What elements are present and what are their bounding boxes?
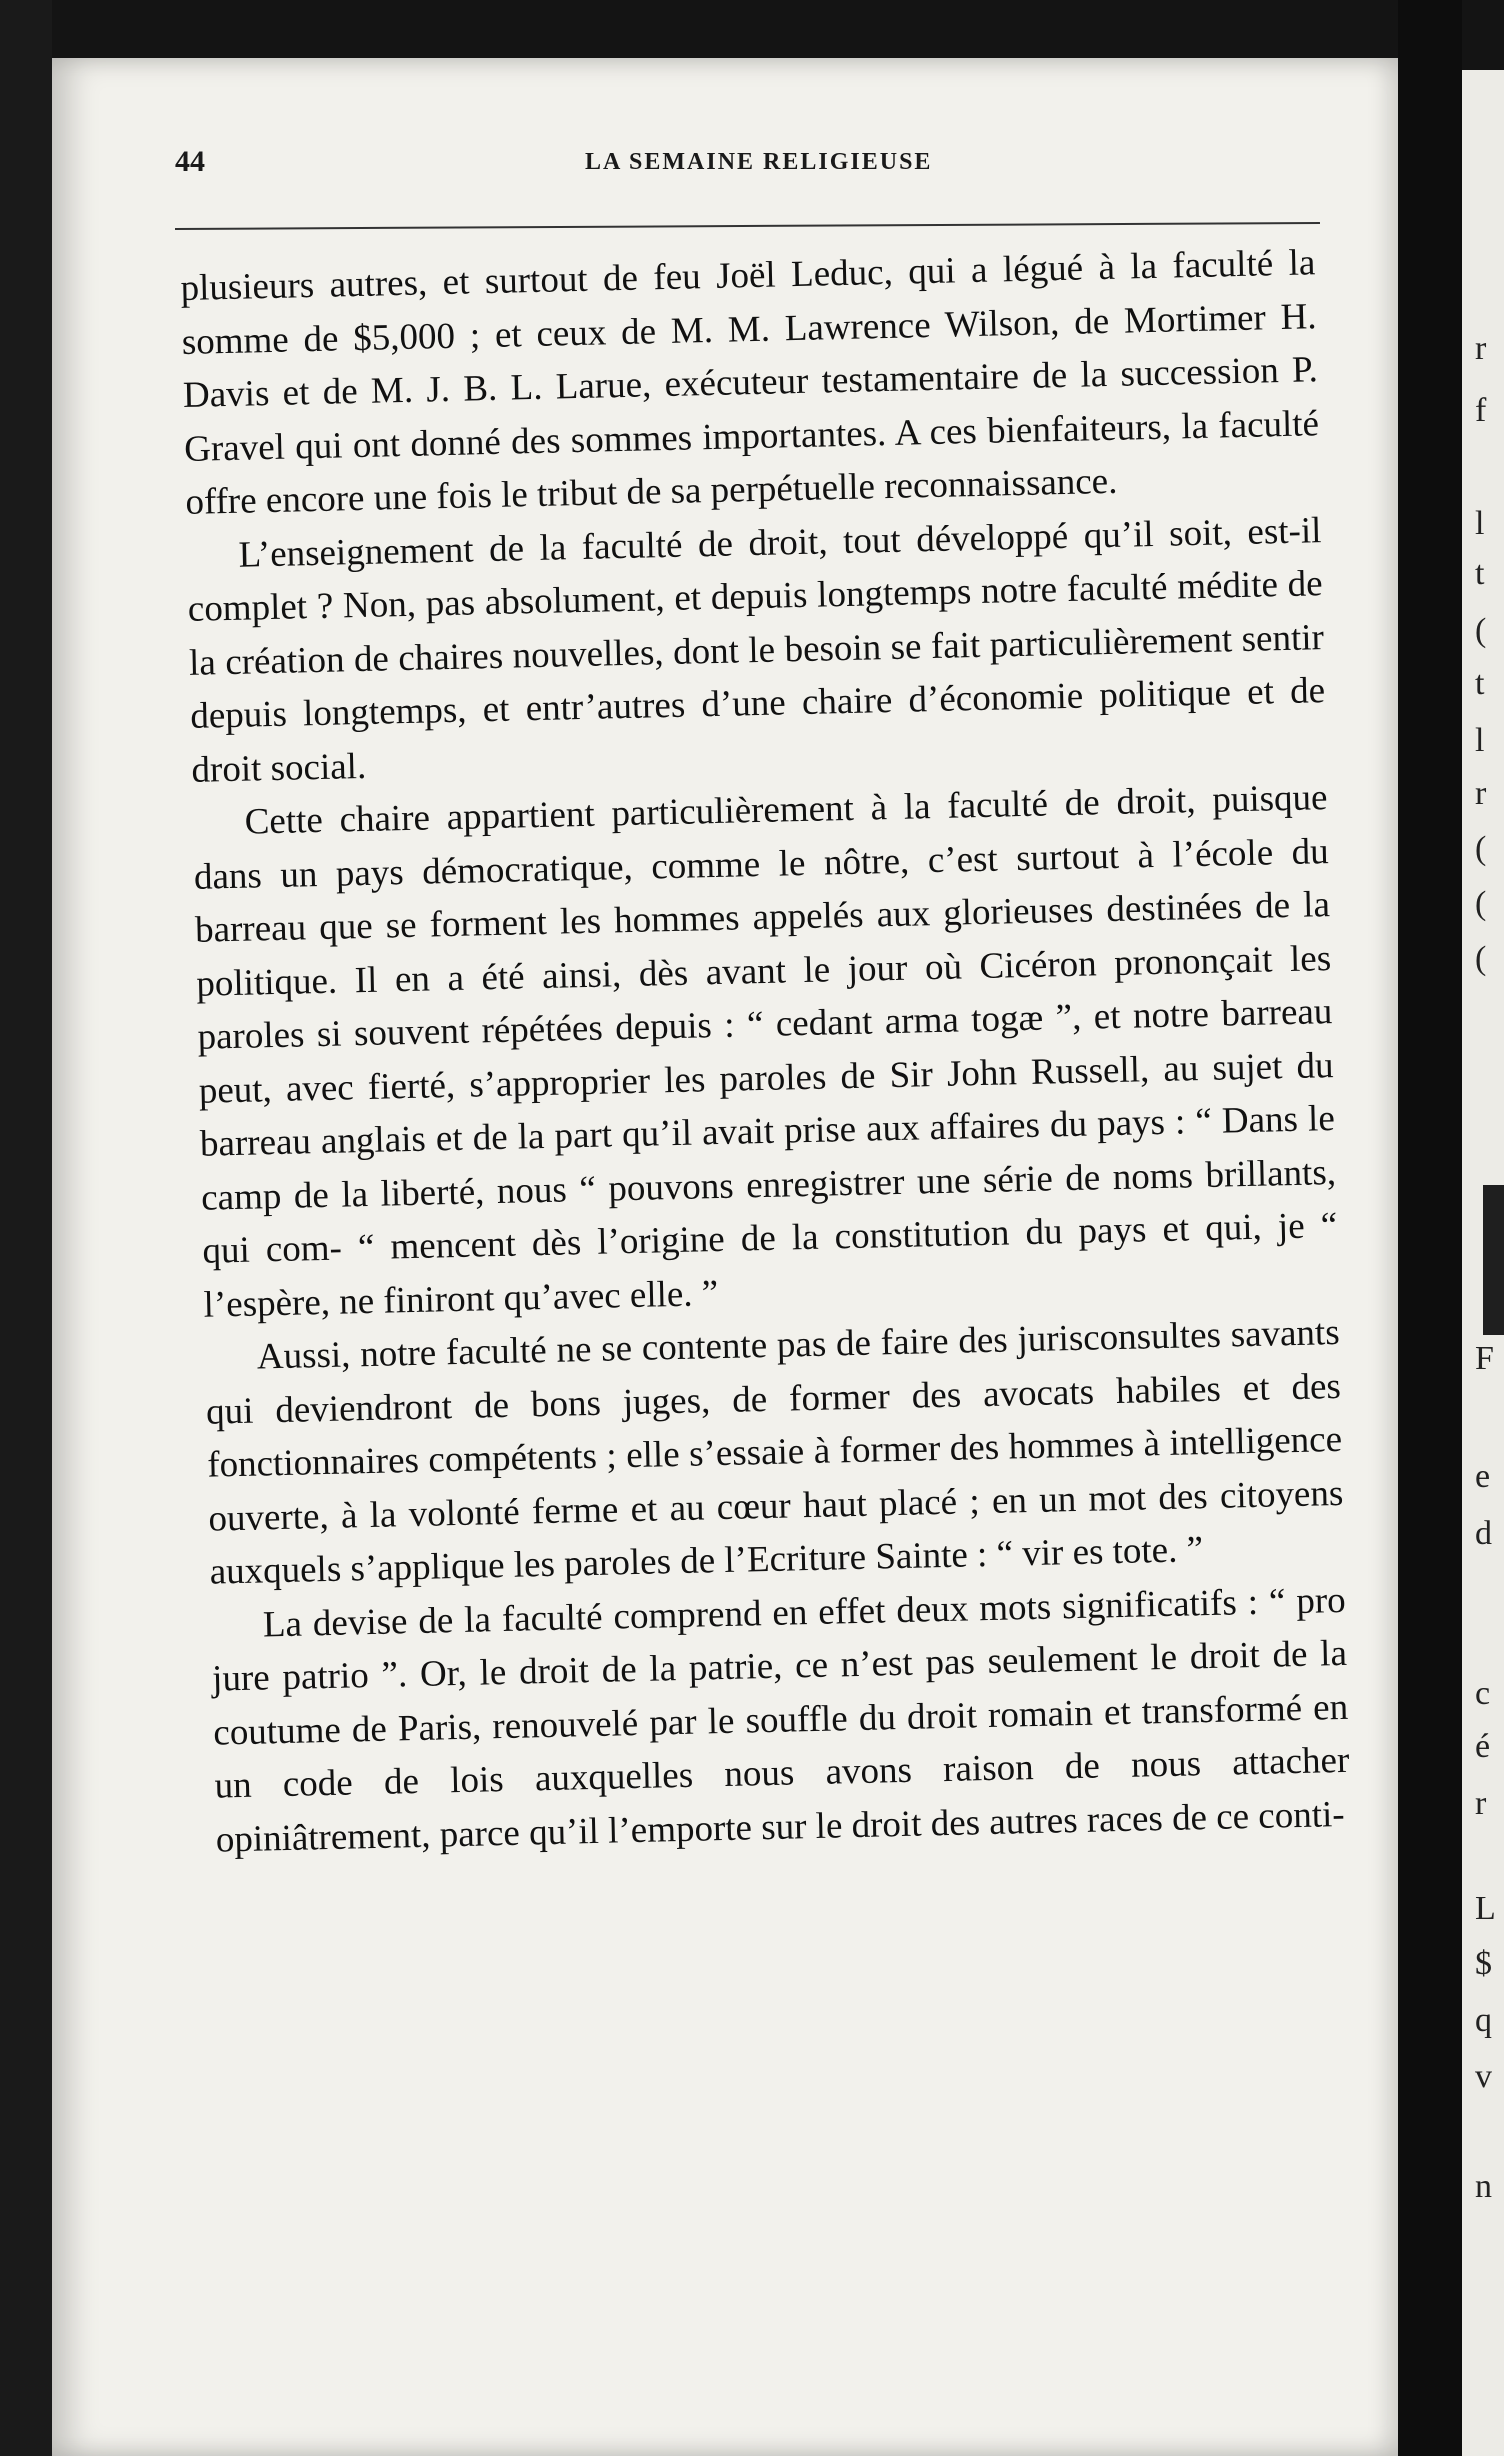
edge-letter: t	[1475, 665, 1485, 702]
paragraph: plusieurs autres, et surtout de feu Joël Leduc, qui a légué à la faculté la somme de $5,000 ; et ceux de M. M. Lawrence Wilson, de Mortimer H. Davis et de M. J. B. L. Larue, exécuteur testamentaire de la succession P. Gravel qui ont donné des sommes importantes. A ces bienfaiteurs, la faculté offre encore une fois le tribut de sa perpétuelle reconnaissance.	[180, 242, 1320, 523]
edge-letter: (	[1475, 830, 1487, 867]
page-number: 44	[175, 145, 205, 178]
edge-letter: (	[1475, 612, 1487, 649]
edge-letter: (	[1475, 940, 1487, 977]
edge-letter: (	[1475, 885, 1487, 922]
scan-left-border	[0, 0, 52, 2456]
body-text	[180, 236, 1351, 1866]
edge-letter: q	[1475, 2002, 1492, 2039]
edge-letter: l	[1475, 505, 1485, 542]
facing-page-mark	[1483, 1185, 1504, 1335]
edge-letter: r	[1475, 330, 1487, 367]
edge-letter: r	[1475, 775, 1487, 812]
paragraph: L’enseignement de la faculté de droit, tout développé qu’il soit, est-il complet ? Non, pas absolument, et depuis longtemps notre faculté médite de la création de chaires nouvelles, dont le besoin se fait particulièrement sentir depuis longtemps, et entr’autres d’une chaire d’économie politique et de droit social.	[187, 509, 1326, 791]
paragraph: Aussi, notre faculté ne se contente pas de faire des jurisconsultes savants qui deviendront de bons juges, de former des avocats habiles et des fonctionnaires compétents ; elle s’essaie à former des hommes à intelligence ouverte, à la volonté ferme et au cœur haut placé ; en un mot des citoyens auxquels s’applique les paroles de l’Ecriture Sainte : “ vir es tote. ”	[205, 1311, 1344, 1593]
edge-letter: r	[1475, 1785, 1487, 1822]
edge-letter: f	[1475, 392, 1487, 429]
book-gutter	[1398, 0, 1462, 2456]
edge-letter: L	[1475, 1890, 1496, 1927]
edge-letter: $	[1475, 1945, 1492, 1982]
paragraph: Cette chaire appartient particulièrement à la faculté de droit, puisque dans un pays démocratique, comme le nôtre, c’est surtout à l’école du barreau que se forment les hommes appelés aux glorieuses destinées de la politique. Il en a été ainsi, dès avant le jour où Cicéron prononçait les paroles si souvent répétées depuis : “ cedant arma togæ ”, et notre barreau peut, avec fierté, s’approprier les paroles de Sir John Russell, au sujet du barreau anglais et de la part qu’il avait prise aux affaires du pays : “ Dans le camp de la liberté, nous “ pouvons enregistrer une série de noms brillants, qui com- “ mencent dès l’origine de la constitution du pays et qui, je “ l’espère, ne finiront qu’avec elle. ”	[193, 777, 1338, 1326]
page-header	[175, 145, 1325, 205]
edge-letter: l	[1475, 722, 1485, 759]
running-head: LA SEMAINE RELIGIEUSE	[585, 149, 933, 175]
edge-letter: é	[1475, 1728, 1491, 1765]
edge-letter: v	[1475, 2058, 1492, 2095]
edge-letter: F	[1475, 1340, 1494, 1377]
paragraph: La devise de la faculté comprend en effet deux mots significatifs : “ pro jure patrio ”. Or, le droit de la patrie, ce n’est pas seulement le droit de la coutume de Paris, renouvelé par le souffle du droit romain et transformé en un code de lois auxquelles nous avons raison de nous attacher opiniâtrement, parce qu’il l’emporte sur le droit des autres races de ce conti-	[211, 1579, 1350, 1861]
edge-letter: t	[1475, 555, 1485, 592]
edge-letter: c	[1475, 1675, 1491, 1712]
edge-letter: n	[1475, 2168, 1492, 2205]
edge-letter: e	[1475, 1458, 1491, 1495]
edge-letter: d	[1475, 1515, 1492, 1552]
